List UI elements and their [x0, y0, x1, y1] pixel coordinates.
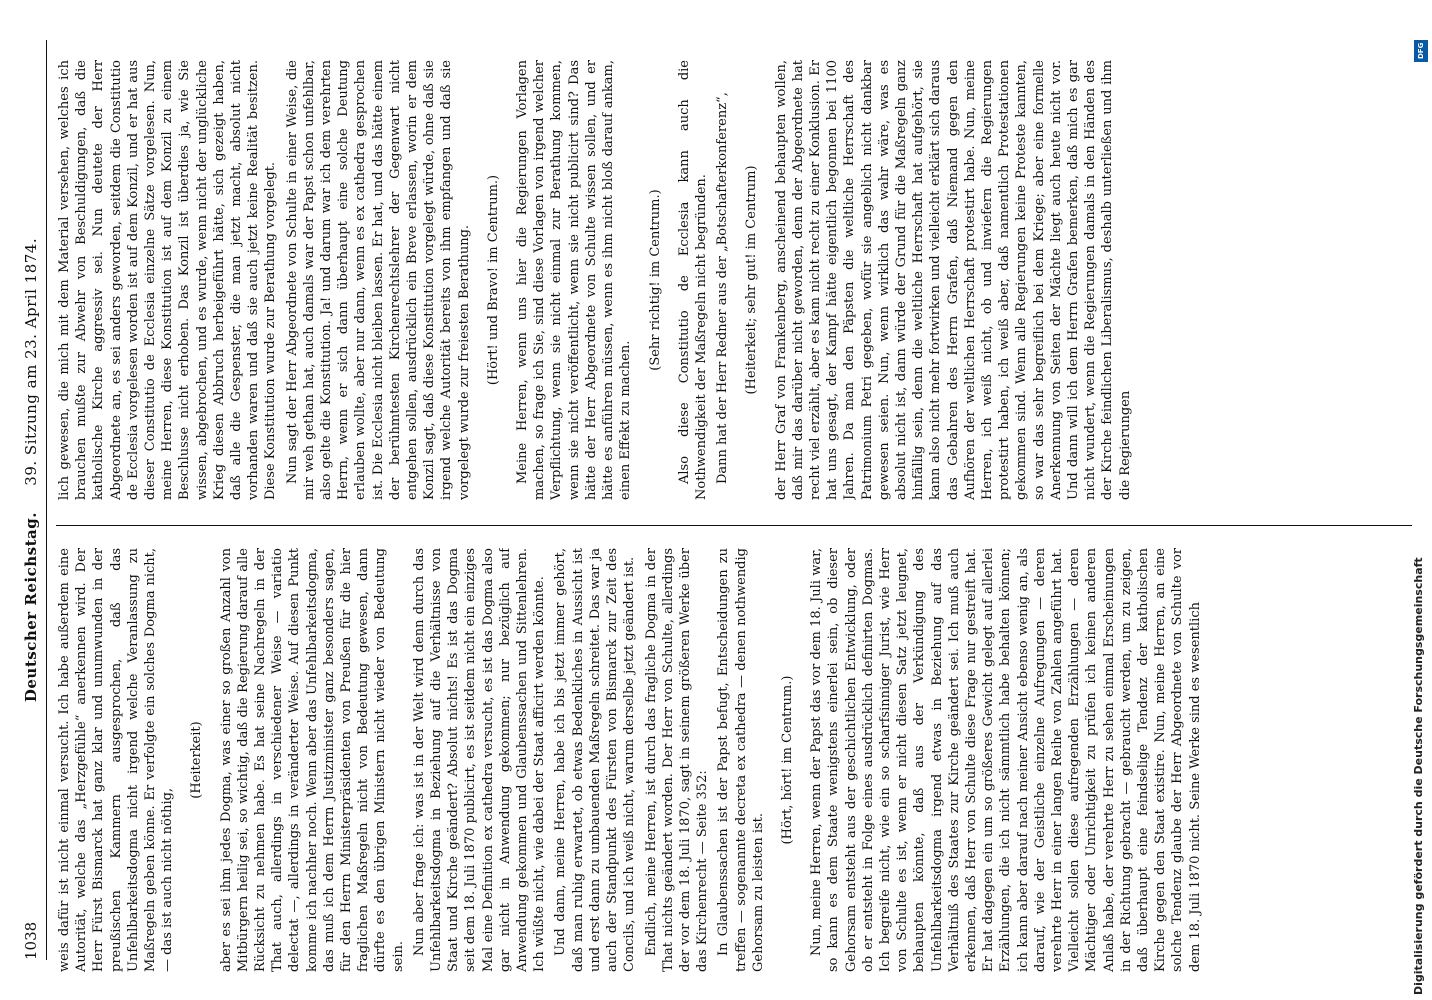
paragraph: Also diese Constitutio de Ecclesia kann auch die Nothwendigkeit der Maßregeln nicht begründen.	[676, 60, 709, 500]
paragraph: Nun sagt der Herr Abgeordnete von Schulte in einer Weise, die mir weh gethan hat, auch damals war der Papst schon unfehlbar, also gelte die Konstitution. Ja! und darum war ich dem verehrten Herrn, wenn er sich dann überhaupt eine solche Deutung erlauben wollte, aber nur dann, wenn es ex cathedra gesprochen ist. Die Ecclesia nicht bleiben lassen. Er hat, und das hätte einem der berühmtesten Kirchenrechtslehrer der Gegenwart nicht entgehen sollen, ausdrücklich ein Breve erlassen, worin er dem Konzil sagt, daß diese Konstitution vorgelegt würde, ohne daß sie irgend welche Autorität bereits von ihm empfangen und daß sie vorgelegt wurde zur freiesten Berathung.	[284, 60, 472, 500]
paragraph: Nun, meine Herren, wenn der Papst das vor dem 18. Juli war, so kann es dem Staate wenigstens einerlei sein, ob dieser Gehorsam entsteht aus der geschichtlichen Entwicklung, oder ob er entsteht in Folge eines ausdrücklich definirten Dogmas. Ich begreife nicht, wie ein so scharfsinniger Jurist, wie Herr von Schulte es ist, wenn er nicht diesen Satz jetzt leugnet, behaupten könnte, daß aus der Verkündigung des Unfehlbarkeitsdogma irgend etwas in Beziehung auf das Verhältniß des Staates zur Kirche geändert sei. Ich muß auch erkennen, daß Herr von Schulte diese Frage nur gestreift hat. Er hat dagegen ein um so größeres Gewicht gelegt auf allerlei Erzählungen, die ich nicht sämmtlich habe behalten können; ich kann aber darauf nach meiner Ansicht ebenso wenig an, als darauf, wie der Geistliche einzelne Aufregungen — deren verehrte Herr in einer langen Reihe von Zahlen angeführt hat. Vielleicht sollen diese aufregenden Erzählungen — deren Mächtiger oder Unrichtigkeit zu prüfen ich keinen anderen Anlaß habe, der verehrte Herr zu sehen einmal Erscheinungen in der Richtung gebracht — gebraucht werden, um zu zeigen, daß überhaupt eine feindselige Tendenz der katholischen Kirche gegen den Staat existire. Nun, meine Herren, an eine solche Tendenz glaube der Herr Abgeordnete von Schulte vor dem 18. Juli 1870 nicht. Seine Werke sind es wesentlich	[809, 548, 1203, 972]
digitization-note: Digitalisierung gefördert durch die Deutsche Forschungsgemeinschaft	[1412, 557, 1425, 995]
paragraph: Endlich, meine Herren, ist durch das fragliche Dogma in der That nichts geändert worden. Der Herr von Schulte, allerdings der vor dem 18. Juli 1870, sagt in seinem größeren Werke über das Kirchenrecht — Seite 352:	[643, 548, 711, 972]
quotation: In Glaubenssachen ist der Papst befugt, Entscheidungen zu treffen — sogenannte decreta ex cathedra — denen nothwendig Gehorsam zu leisten ist.	[716, 548, 766, 972]
paragraph: Meine Herren, wenn uns hier die Regierungen Vorlagen machen, so frage ich Sie, sind diese Vorlagen von irgend welcher Verpflichtung, wenn sie nicht einmal zur Berathung kommen, wenn sie nicht veröffentlicht, wenn sie nicht publicirt sind? Das hätte der Herr Abgeordnete von Schulte wissen sollen, und er hätte es anführen müssen, wenn es ihm nicht bloß darauf ankam, einen Effekt zu machen.	[515, 60, 634, 500]
right-column	[56, 60, 1422, 500]
interjection: (Hört! und Bravo! im Centrum.)	[485, 174, 501, 386]
interjection: (Heiterkeit)	[189, 721, 205, 799]
interjection: (Sehr richtig! im Centrum.)	[647, 189, 663, 371]
left-column	[56, 548, 1422, 972]
page-header	[0, 40, 40, 960]
paragraph: der Herr Graf von Frankenberg, anscheinend behaupten wollen, daß mir das darüber nicht geworden, denn der Abgeordnete hat recht viel erzählt, aber es kam nicht recht zu einer Konklusion. Er hat uns gesagt, der Kampf hätte eigentlich begonnen bei 1100 Jahren. Da man den Päpsten die weltliche Herrschaft des Patrimonium Petri gegeben, wofür sie angeblich nicht dankbar gewesen seien. Nun, wenn wirklich das wahr wäre, was es absolut nicht ist, dann würde der Grund für die Maßregeln ganz hinfällig sein, denn die weltliche Herrschaft hat aufgehört, sie kann also nicht mehr fortwirken und vielleicht erklärt sich daraus das Gebahren des Herrn Grafen, daß Niemand gegen den Aufhören der weltlichen Herrschaft protestirt habe. Nun, meine Herren, ich weiß nicht, ob und inwiefern die Regierungen protestirt haben, ich weiß aber, daß namentlich Protestationen gekommen sind. Wenn alle Regierungen keine Proteste kannten, so war das sehr begreiflich bei dem Kriege; aber eine formelle Anerkennung von Seiten der Mächte liegt auch heute nicht vor. Und dann will ich dem Herrn Grafen bemerken, daß mich es gar nicht wundert, wenn die Regierungen damals in den Händen des der Kirche feindlichen Liberalismus, deshalb unterließen und ihm die Regierungen	[773, 60, 1133, 500]
paragraph: Dann hat der Herr Redner aus der „Botschafterkonferenz“,	[715, 92, 731, 484]
session-title: 39. Sitzung am 23. April 1874.	[22, 237, 40, 486]
dfg-logo-icon: DFG	[1414, 40, 1428, 62]
paragraph: weis dafür ist nicht einmal versucht. Ich habe außerdem eine Autorität, welche das „Herzgefühle“ anerkennen wird. Der Herr Fürst Bismarck hat ganz klar und unumwunden in der preußischen Kammern ausgesprochen, daß das Unfehlbarkeitsdogma nicht irgend welche Veranlassung zu Maßregeln geben könne. Er verfolgte ein solches Dogma nicht, — das ist auch nicht nöthig,	[57, 548, 176, 972]
interjection: (Hört, hört! im Centrum.)	[779, 675, 795, 845]
running-head	[22, 40, 40, 900]
publication-title: Deutscher Reichstag.	[22, 512, 40, 703]
interjection: (Heiterkeit; sehr gut! im Centrum)	[744, 165, 760, 395]
paragraph: aber es sei ihm jedes Dogma, was einer so großen Anzahl von Mitbürgern heilig sei, so wichtig, daß die Regierung darauf alle Rücksicht zu nehmen habe. Es hat seine Nachregeln in der That auch, allerdings in verschiedener Weise — variatio delectat —, allerdings in veränderter Weise. Auf diesen Punkt komme ich nachher noch. Wenn aber das Unfehlbarkeitsdogma, das muß ich dem Herrn Justizminister ganz besonders sagen, für den Herrn Ministerpräsidenten von Preußen für die hier fraglichen Maßregeln nicht von Bedeutung gewesen, dann dürfte es den übrigen Ministern nicht wieder von Bedeutung sein.	[218, 548, 406, 972]
header-rule	[46, 40, 47, 960]
paragraph: Nun aber frage ich: was ist in der Welt wird denn durch das Unfehlbarkeitsdogma in Beziehung auf die Verhältnisse von Staat und Kirche geändert? Absolut nichts! Es ist das Dogma seit dem 18. Juli 1870 publicirt, es ist seitdem nicht ein einziges Mal eine Definition ex cathedra versucht, es ist das Dogma also gar nicht in Anwendung gekommen; nur bezüglich auf Anwendung gekommen und Glaubenssachen und Sittenlehren. Ich wüßte nicht, wie dabei der Staat afficirt werden könnte.	[411, 548, 548, 972]
page-number: 1038	[22, 921, 40, 960]
paragraph: Und dann, meine Herren, habe ich bis jetzt immer gehört, daß man ruhig erwartet, ob etwas Bedenkliches in Aussicht ist und erst dann zu umbauenden Maßregeln schreitet. Das war ja auch der Standpunkt des Fürsten von Bismarck zur Zeit des Concils, und ich weiß nicht, warum derselbe jetzt geändert ist.	[553, 548, 638, 972]
paragraph: lich gewesen, die mich mit dem Material versehen, welches ich brauchen mußte zur Abwehr von Beschuldigungen, daß die katholische Kirche aggressiv sei. Nun deutete der Herr Abgeordnete an, es sei anders geworden, seitdem die Constitutio de Ecclesia vorgelesen worden ist auf dem Konzil, und er hat aus dieser Constitutio de Ecclesia einzelne Sätze vorgelesen. Nun, meine Herren, diese Konstitution ist auf dem Konzil zu einem Beschlusse nicht erhoben. Das Konzil ist überdies ja, wie Sie wissen, abgebrochen, und es wurde, wenn nicht der unglückliche Krieg diesen Abbruch herbeigeführt hätte, sich gezeigt haben, daß alle die Gespenster, die man jetzt macht, absolut nicht vorhanden waren und daß sie auch jetzt keine Realität besitzen. Diese Konstitution wurde zur Berathung vorgelegt.	[57, 60, 279, 500]
column-rule	[56, 525, 1412, 526]
